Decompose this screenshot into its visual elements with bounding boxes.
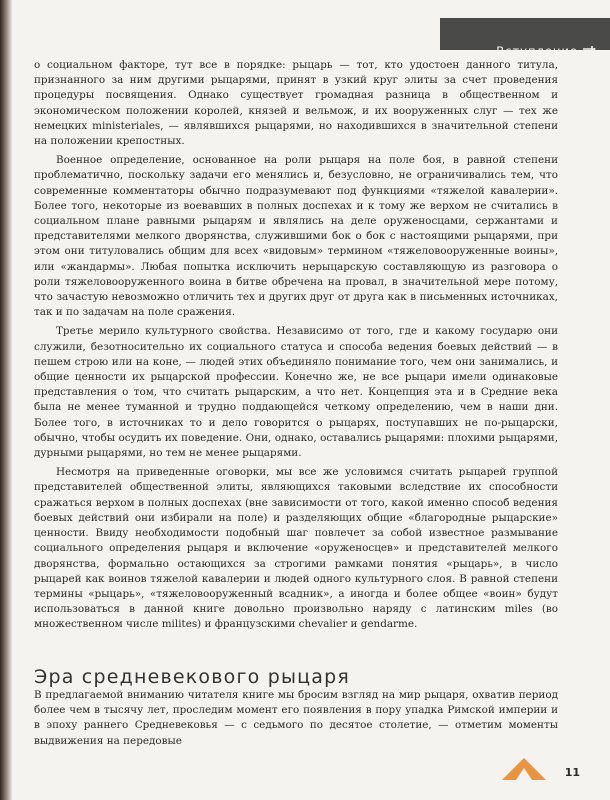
running-header [440, 18, 610, 58]
paragraph: Несмотря на приведенные оговорки, мы все же условимся считать рыцарей группой представителей общественной элиты, являющихся таковыми вследствие их способности сражаться верхом в полных доспехах (вне зависимости от того, какой именно способ ведения боевых действий они избирали на поле) и разделяющих общие «благородные рыцарские» ценности. Ввиду необходимости подобный шаг повлечет за собой известное размывание социального определения рыцаря и включение «оруженосцев» и представителей мелкого дворянства, формально остающихся за строгими рамками понятия «рыцарь», в число рыцарей как воинов тяжелой кавалерии и людей одного культурного слоя. В равной степени термины «рыцарь», «тяжеловооруженный всадник», а иногда и более общее «воин» будут использоваться в данной книге довольно произвольно наряду с латинским miles (во множественном числе milites) и французскими chevalier и gendarme. [34, 466, 558, 631]
section-title: Вступление [496, 44, 578, 58]
sword-icon [582, 42, 596, 56]
page-binding-edge [0, 0, 12, 800]
paragraph: Военное определение, основанное на роли рыцаря на поле боя, в равной степени проблематично, поскольку задачи его менялись и, безусловно, не ограничивались тем, что современные комментаторы обычно подразумевают под функциями «тяжелой кавалерии». Более того, некоторые из воевавших в полных доспехах и к тому же верхом не считались в социальном плане равными рыцарям и являлись на деле оруженосцами, сержантами и представителями мелкого дворянства, служившими бок о бок с настоящими рыцарями, при этом они титуловались общим для всех «видовым» термином «тяжеловооруженные воины», или «жандармы». Любая попытка исключить нерыцарскую составляющую из разговора о роли тяжеловооруженного воина в битве обречена на провал, в значительной мере потому, что зачастую невозможно отличить тех и других друг от друга как в письменных источниках, так и по задачам на поле сражения. [34, 154, 558, 319]
watermark-logo [496, 754, 552, 788]
closing-text [34, 688, 558, 749]
paragraph: Третье мерило культурного свойства. Независимо от того, где и какому государю они служили, безотносительно их социального статуса и способа ведения боевых действий — в пешем строю или на коне, — людей этих объединяло понимание того, чем они занимались, и общие ценности их рыцарской профессии. Конечно же, не все рыцари имели одинаковые представления о том, что считать рыцарским, а что нет. Концепция эта и в Средние века была не менее туманной и трудно поддающейся четкому определению, чем в наши дни. Более того, в источниках то и дело говорится о рыцарях, поступавших не по-рыцарски, обычно, чтобы осудить их поведение. Они, однако, оставались рыцарями: плохими рыцарями, дурными рыцарями, но тем не менее рыцарями. [34, 325, 558, 460]
chapter-heading: Эра средневекового рыцаря [34, 665, 351, 688]
body-text [34, 58, 558, 633]
paragraph: о социальном факторе, тут все в порядке: рыцарь — тот, кто удостоен данного титула, признанного за ним другими рыцарями, принят в узкий круг элиты за счет проведения процедуры посвящения. Однако существует громадная разница в общественном и экономическом положении королей, князей и вельмож, и их вооруженных слуг — тех же немецких ministeriales, — являвшихся рыцарями, но находившихся в значительной степени на положении крепостных. [34, 59, 558, 148]
paragraph: В предлагаемой вниманию читателя книге мы бросим взгляд на мир рыцаря, охватив период более чем в тысячу лет, проследим момент его появления в пору упадка Римской империи и в эпоху раннего Средневековья — с седьмого по десятое столетие, — отметим моменты выдвижения на передовые [34, 689, 558, 747]
page-number: 11 [564, 766, 580, 779]
